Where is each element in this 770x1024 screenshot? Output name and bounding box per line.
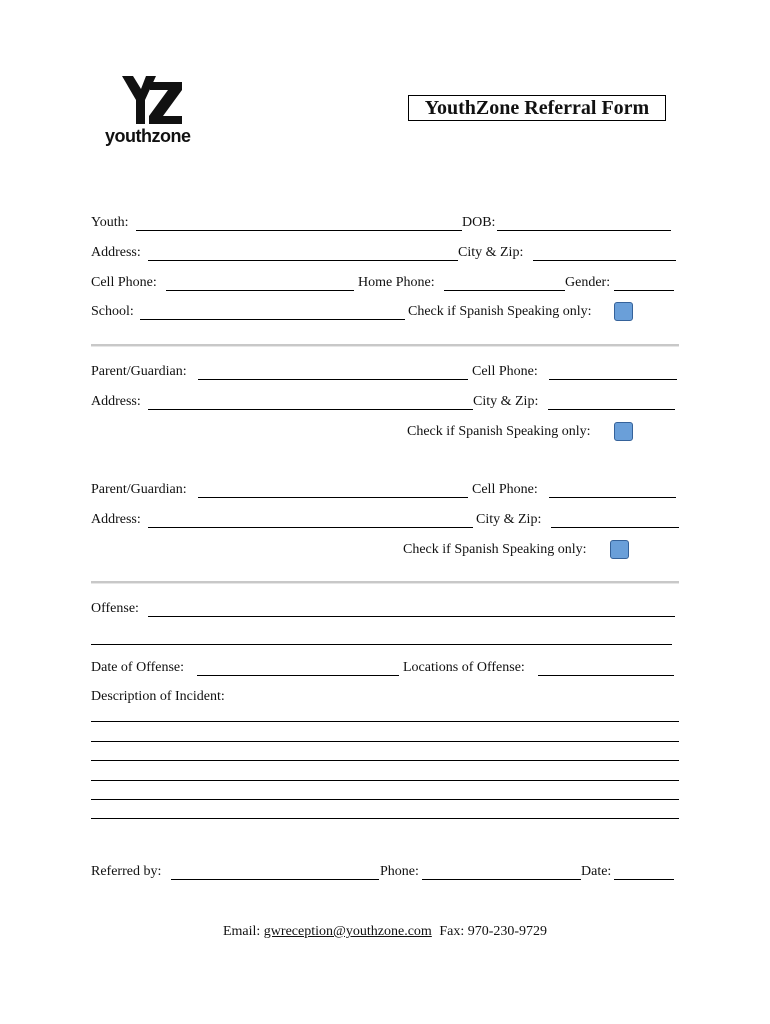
description-line[interactable] [91, 721, 679, 722]
description-line[interactable] [91, 741, 679, 742]
description-line[interactable] [91, 799, 679, 800]
guardian2-city-zip-label: City & Zip: [476, 512, 542, 527]
cell-phone-field[interactable] [166, 290, 354, 291]
gender-label: Gender: [565, 275, 611, 290]
cell-phone-label: Cell Phone: [91, 275, 157, 290]
home-phone-label: Home Phone: [358, 275, 435, 290]
guardian2-spanish-label: Check if Spanish Speaking only: [403, 542, 587, 557]
guardian2-cell-label: Cell Phone: [472, 482, 538, 497]
guardian2-city-zip-field[interactable] [551, 527, 679, 528]
logo-wordmark: youthzone [105, 126, 191, 146]
description-line[interactable] [91, 760, 679, 761]
footer-contact [0, 924, 770, 940]
address-field[interactable] [148, 260, 458, 261]
address-label: Address: [91, 245, 141, 260]
youth-label: Youth: [91, 215, 129, 230]
dob-label: DOB: [462, 215, 496, 230]
guardian2-spanish-checkbox[interactable] [610, 540, 629, 559]
city-zip-label: City & Zip: [458, 245, 524, 260]
guardian2-cell-field[interactable] [549, 497, 676, 498]
section-separator [91, 344, 679, 347]
locations-of-offense-field[interactable] [538, 675, 674, 676]
guardian1-cell-label: Cell Phone: [472, 364, 538, 379]
guardian1-address-field[interactable] [148, 409, 473, 410]
referral-phone-field[interactable] [422, 879, 581, 880]
guardian2-label: Parent/Guardian: [91, 482, 187, 497]
dob-field[interactable] [497, 230, 671, 231]
locations-of-offense-label: Locations of Offense: [403, 660, 525, 675]
date-of-offense-label: Date of Offense: [91, 660, 185, 675]
date-of-offense-field[interactable] [197, 675, 399, 676]
guardian2-name-field[interactable] [198, 497, 468, 498]
referral-date-field[interactable] [614, 879, 674, 880]
school-field[interactable] [140, 319, 405, 320]
form-title: YouthZone Referral Form [408, 95, 666, 121]
email-link[interactable]: gwreception@youthzone.com [263, 924, 432, 939]
youth-spanish-checkbox[interactable] [614, 302, 633, 321]
home-phone-field[interactable] [444, 290, 565, 291]
section-separator [91, 581, 679, 584]
yz-monogram-icon [122, 76, 184, 126]
referral-date-label: Date: [581, 864, 612, 879]
guardian1-city-zip-field[interactable] [548, 409, 675, 410]
guardian2-address-field[interactable] [148, 527, 473, 528]
gender-field[interactable] [614, 290, 674, 291]
offense-label: Offense: [91, 601, 139, 616]
offense-field[interactable] [148, 616, 675, 617]
guardian2-address-label: Address: [91, 512, 141, 527]
guardian1-spanish-checkbox[interactable] [614, 422, 633, 441]
youth-name-field[interactable] [136, 230, 462, 231]
description-line[interactable] [91, 780, 679, 781]
school-label: School: [91, 304, 134, 319]
guardian1-spanish-label: Check if Spanish Speaking only: [407, 424, 591, 439]
guardian1-city-zip-label: City & Zip: [473, 394, 539, 409]
guardian1-label: Parent/Guardian: [91, 364, 187, 379]
spanish-label: Check if Spanish Speaking only: [408, 304, 592, 319]
guardian1-name-field[interactable] [198, 379, 468, 380]
city-zip-field[interactable] [533, 260, 676, 261]
fax-text: Fax: 970-230-9729 [439, 924, 548, 939]
guardian1-address-label: Address: [91, 394, 141, 409]
youthzone-logo [104, 76, 204, 152]
referred-by-label: Referred by: [91, 864, 162, 879]
referred-by-field[interactable] [171, 879, 379, 880]
guardian1-cell-field[interactable] [549, 379, 677, 380]
description-label: Description of Incident: [91, 689, 225, 704]
referral-phone-label: Phone: [380, 864, 419, 879]
offense-field-line-2[interactable] [91, 644, 672, 645]
email-label: Email: [222, 924, 261, 939]
description-line[interactable] [91, 818, 679, 819]
